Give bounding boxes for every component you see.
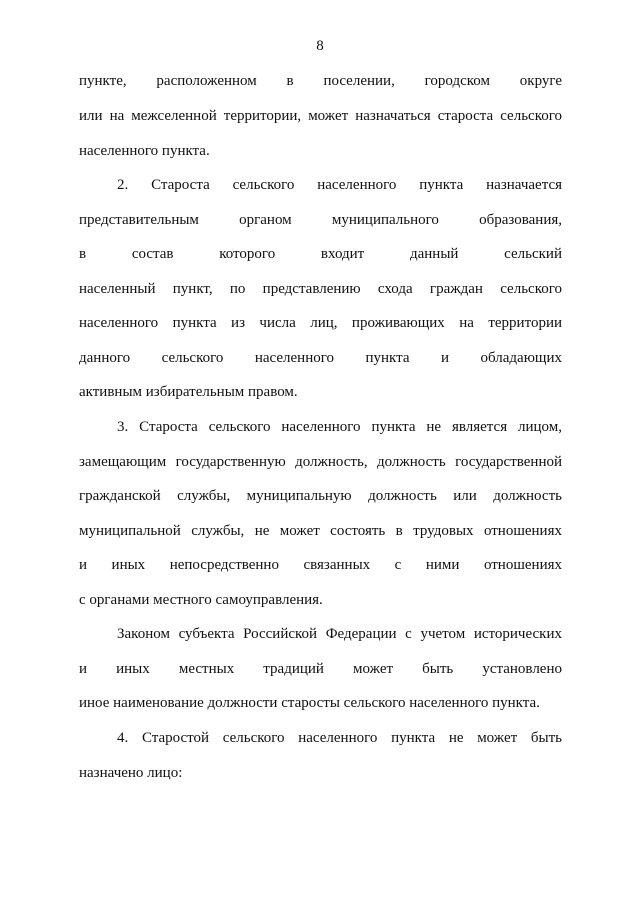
text-line: данного сельского населенного пункта и обладающих bbox=[79, 350, 562, 366]
text-line: и иных непосредственно связанных с ними отношениях bbox=[79, 557, 562, 573]
text-line: и иных местных традиций может быть установлено bbox=[79, 661, 562, 677]
text-line: замещающим государственную должность, должность государственной bbox=[79, 454, 562, 470]
text-line: населенного пункта из числа лиц, проживающих на территории bbox=[79, 315, 562, 331]
text-line: гражданской службы, муниципальную должность или должность bbox=[79, 488, 562, 504]
text-line: назначено лицо: bbox=[79, 765, 183, 781]
text-line: с органами местного самоуправления. bbox=[79, 592, 323, 608]
text-line: 4. Старостой сельского населенного пункта не может быть bbox=[117, 730, 562, 746]
text-line: иное наименование должности старосты сельского населенного пункта. bbox=[79, 695, 540, 711]
text-line: муниципальной службы, не может состоять в трудовых отношениях bbox=[79, 523, 562, 539]
text-line: населенного пункта. bbox=[79, 143, 210, 159]
text-line: или на межселенной территории, может назначаться староста сельского bbox=[79, 108, 562, 124]
text-line: 2. Староста сельского населенного пункта назначается bbox=[117, 177, 562, 193]
text-line: в состав которого входит данный сельский bbox=[79, 246, 562, 262]
text-line: представительным органом муниципального образования, bbox=[79, 212, 562, 228]
text-line: Законом субъекта Российской Федерации с учетом исторических bbox=[117, 626, 562, 642]
text-line: активным избирательным правом. bbox=[79, 384, 298, 400]
page-number: 8 bbox=[316, 38, 324, 54]
text-line: пункте, расположенном в поселении, городском округе bbox=[79, 73, 562, 89]
text-line: населенный пункт, по представлению схода граждан сельского bbox=[79, 281, 562, 297]
text-line: 3. Староста сельского населенного пункта не является лицом, bbox=[117, 419, 562, 435]
